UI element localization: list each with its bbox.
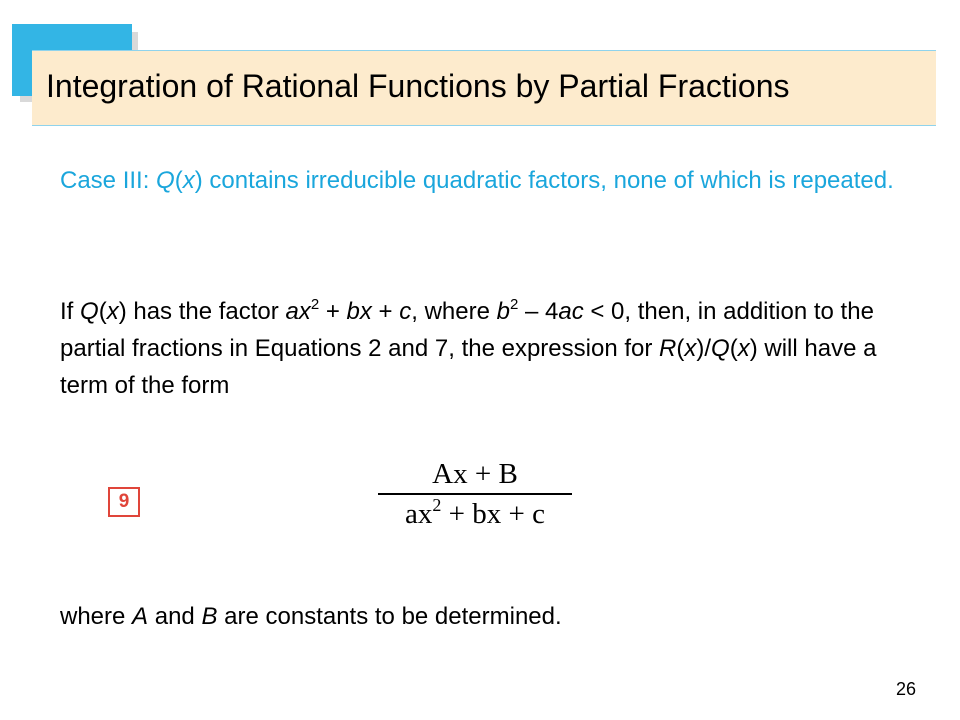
equation-number: 9 (118, 491, 130, 512)
equation-fraction (372, 456, 578, 534)
body-t7: < 0, then, in addition to the partial fractions in Equations 2 and 7, the expression for (60, 298, 874, 362)
closing-b: B (201, 603, 218, 630)
case-heading (60, 162, 900, 199)
denominator-rest: + bx + c (441, 498, 545, 530)
body-paragraph (60, 293, 930, 404)
body-ax: ax (285, 298, 311, 325)
body-q1: Q (80, 298, 99, 325)
body-p1: ( (98, 298, 107, 325)
fraction-numerator: Ax + B (432, 458, 518, 490)
body-p3: ( (676, 335, 685, 362)
body-t5: , where (411, 298, 497, 325)
body-t1: If (60, 298, 81, 325)
page-number: 26 (896, 679, 917, 699)
fraction-denominator (372, 495, 578, 530)
body-t4: + (371, 298, 400, 325)
body-r: R (659, 335, 677, 362)
case-open-paren: ( (174, 167, 183, 194)
slide-title: Integration of Rational Functions by Partial Fractions (46, 68, 790, 104)
case-q: Q (156, 167, 175, 194)
body-x1: x (106, 298, 119, 325)
fraction-bar (378, 493, 572, 495)
case-label: Case III: (60, 167, 157, 194)
body-ac: ac (558, 298, 584, 325)
body-bx: bx (346, 298, 372, 325)
closing-t3: are constants to be determined. (217, 603, 562, 630)
body-t8: will have a term of the form (60, 335, 877, 399)
case-x: x (182, 167, 195, 194)
body-exp2b: 2 (509, 296, 519, 313)
body-p4: )/ (696, 335, 712, 362)
closing-t2: and (148, 603, 202, 630)
equation-number-box (108, 487, 140, 517)
body-x3: x (737, 335, 750, 362)
closing-line (60, 598, 562, 635)
case-close-paren: ) (194, 167, 203, 194)
body-p5: ( (729, 335, 738, 362)
body-q2: Q (711, 335, 730, 362)
body-p6: ) (749, 335, 758, 362)
closing-a: A (132, 603, 149, 630)
body-t6: – 4 (518, 298, 559, 325)
body-c: c (399, 298, 412, 325)
denominator-exponent: 2 (432, 495, 442, 515)
body-x2: x (684, 335, 697, 362)
body-p2: ) (118, 298, 127, 325)
closing-t1: where (60, 603, 133, 630)
body-b: b (496, 298, 510, 325)
body-exp2a: 2 (310, 296, 320, 313)
body-t3: + (319, 298, 347, 325)
denominator-ax: ax (405, 498, 433, 530)
case-rest: contains irreducible quadratic factors, none of which is repeated. (202, 167, 894, 194)
body-t2: has the factor (126, 298, 286, 325)
